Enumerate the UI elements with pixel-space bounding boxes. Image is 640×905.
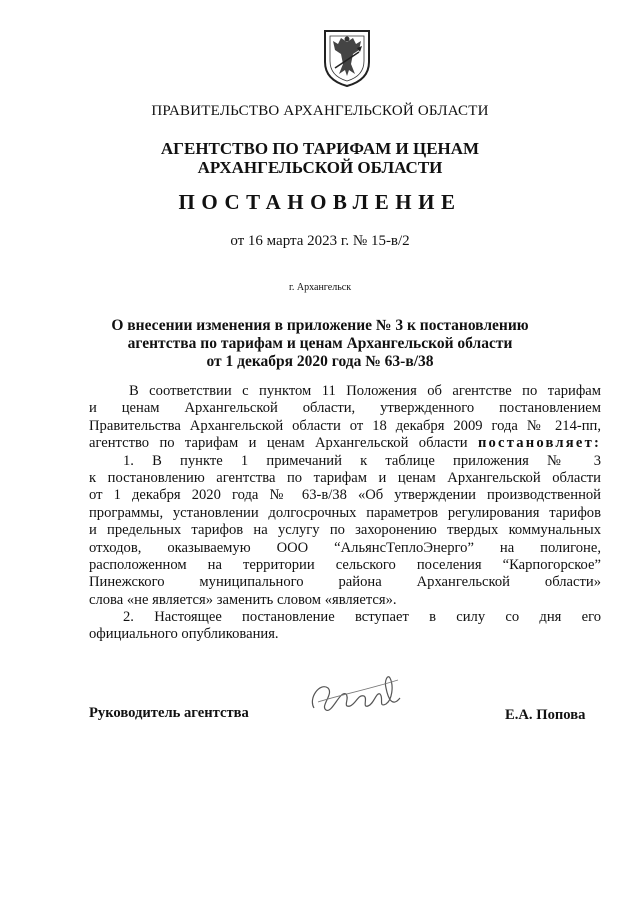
resolution-prefix: агентство по тарифам и ценам Архангельской области [89, 435, 468, 452]
subject-line2: агентства по тарифам и ценам Архангельской области [127, 335, 513, 352]
document-date-number: от 16 марта 2023 г. № 15-в/2 [230, 233, 410, 249]
resolution-word: постановляет: [477, 435, 601, 452]
item1-line: 1. В пункте 1 примечаний к таблице приложения № 3 [123, 452, 601, 469]
item2-line: 2. Настоящее постановление вступает в силу со дня его [123, 609, 601, 626]
coat-of-arms-emblem [321, 28, 373, 88]
item1-line: слова «не является» заменить словом «является». [89, 591, 397, 608]
handwritten-signature [306, 668, 404, 718]
subject-line1: О внесении изменения в приложение № 3 к постановлению [111, 317, 529, 334]
signatory-name: Е.А. Попова [505, 707, 586, 723]
document-body [89, 383, 601, 644]
document-type-title: ПОСТАНОВЛЕНИЕ [178, 190, 462, 214]
item1-line: и предельных тарифов на услугу по захоронению твердых коммунальных [89, 522, 601, 539]
body-line: Правительства Архангельской области от 18 декабря 2009 года № 214-пп, [89, 417, 601, 434]
item2-line: официального опубликования. [89, 626, 279, 643]
document-subject [0, 317, 640, 371]
item1-line: от 1 декабря 2020 года № 63-в/38 «Об утверждении производственной [89, 487, 601, 504]
item1-line: программы, установлении долгосрочных параметров регулирования тарифов [89, 504, 601, 521]
item1-line: к постановлению агентства по тарифам и ценам Архангельской области [89, 469, 601, 486]
item1-line: Пинежского муниципального района Архангельской области» [89, 574, 601, 591]
document-city: г. Архангельск [288, 282, 352, 293]
body-line: В соответствии с пунктом 11 Положения об агентстве по тарифам [129, 383, 601, 399]
body-line: и ценам Архангельской области, утвержденного постановлением [89, 400, 601, 417]
signatory-position: Руководитель агентства [89, 705, 249, 721]
body-line-resolution [89, 435, 601, 452]
agency-name-line1: АГЕНТСТВО ПО ТАРИФАМ И ЦЕНАМ [160, 139, 480, 158]
item1-line: расположенном на территории сельского поселения “Карпогорское” [89, 556, 601, 573]
agency-name [0, 139, 640, 177]
subject-line3: от 1 декабря 2020 года № 63-в/38 [206, 353, 434, 370]
item1-line: отходов, оказываемую ООО “АльянсТеплоЭнерго” на полигоне, [89, 539, 601, 556]
government-name: ПРАВИТЕЛЬСТВО АРХАНГЕЛЬСКОЙ ОБЛАСТИ [151, 103, 489, 119]
agency-name-line2: АРХАНГЕЛЬСКОЙ ОБЛАСТИ [197, 158, 443, 177]
